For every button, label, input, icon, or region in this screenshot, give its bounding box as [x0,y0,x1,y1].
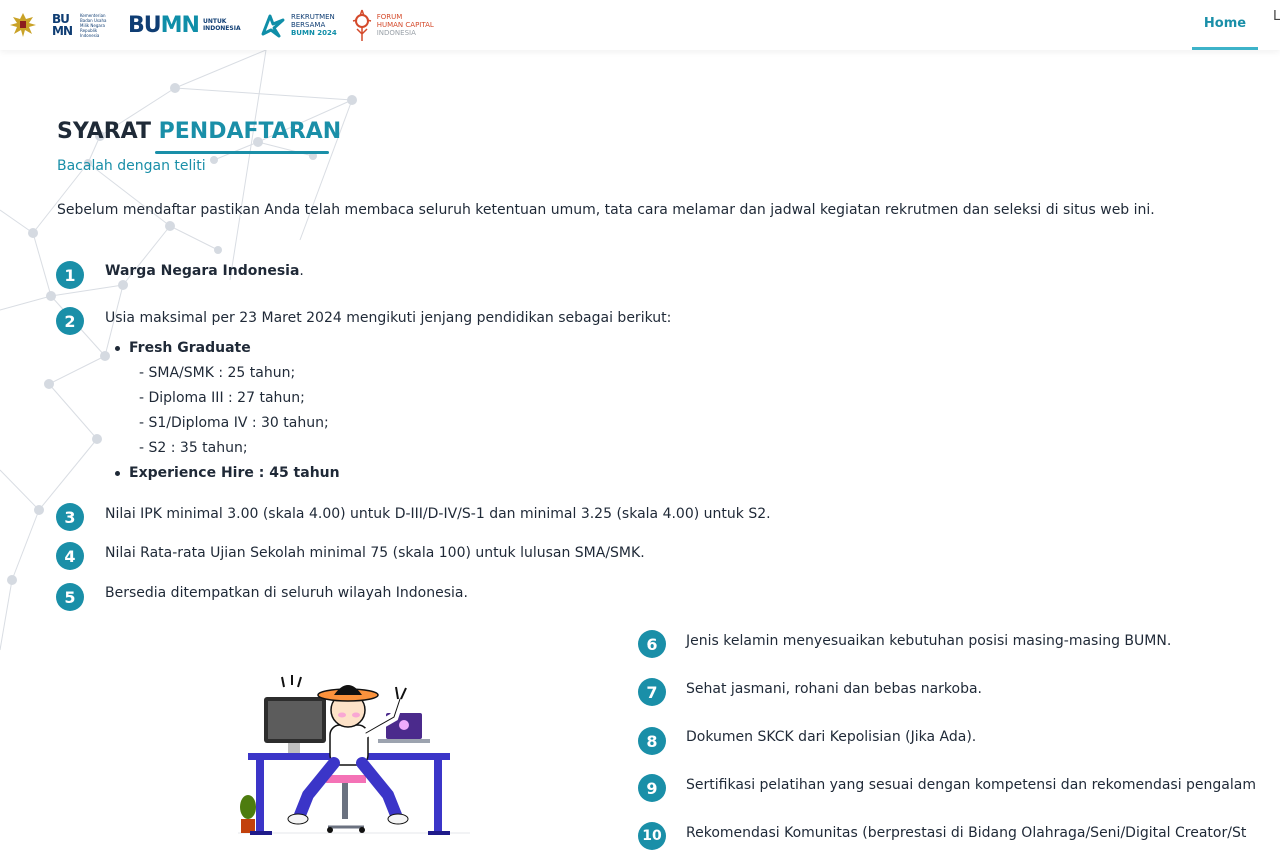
bumn-untuk-indonesia-logo [128,13,243,38]
fhci-text: FORUM HUMAN CAPITAL INDONESIA [376,13,434,37]
bumn-logo [52,13,114,38]
requirement-number-5: 5 [56,583,84,611]
star-swoosh-icon [257,10,287,40]
requirement-9: Sertifikasi pelatihan yang sesuai dengan kompetensi dan rekomendasi pengalam [686,777,1256,793]
bullet-dot [115,346,120,351]
requirement-number-4: 4 [56,542,84,570]
requirement-number-7: 7 [638,678,666,706]
requirement-5: Bersedia ditempatkan di seluruh wilayah Indonesia. [105,585,468,601]
requirement-6: Jenis kelamin menyesuaikan kebutuhan posisi masing-masing BUMN. [686,633,1172,649]
requirement-number-3: 3 [56,503,84,531]
nav-home-link[interactable]: Home [1192,0,1258,50]
requirement-number-6: 6 [638,630,666,658]
bumn-wordmark: BUMN [128,12,199,38]
requirement-3: Nilai IPK minimal 3.00 (skala 4.00) untuk D-III/D-IV/S-1 dan minimal 3.25 (skala 4.00) untuk S2. [105,506,771,522]
bullet-dot [115,471,120,476]
age-limit-s1: - S1/Diploma IV : 30 tahun; [139,415,329,431]
bumn-mark: BUMN [52,12,72,38]
intro-paragraph: Sebelum mendaftar pastikan Anda telah membaca seluruh ketentuan umum, tata cara melamar dan jadwal kegiatan rekrutmen dan seleksi di situs web ini. [57,202,1155,218]
rekrutmen-bersama-text: REKRUTMEN BERSAMA BUMN 2024 [290,13,337,37]
requirement-1: Warga Negara Indonesia. [105,263,304,279]
title-underline [155,151,329,154]
age-limit-s2: - S2 : 35 tahun; [139,440,248,456]
page-subtitle: Bacalah dengan teliti [57,158,206,174]
person-at-desk-illustration [238,655,478,835]
fhci-flower-icon [351,8,373,42]
top-navbar [0,0,1280,50]
fhci-logo [351,8,434,42]
partner-logos [8,0,434,50]
garuda-logo [8,10,38,40]
fresh-graduate-label: Fresh Graduate [129,340,251,356]
untuk-indonesia-text: UNTUK INDONESIA [202,18,241,32]
requirement-8: Dokumen SKCK dari Kepolisian (Jika Ada). [686,729,977,745]
requirement-number-2: 2 [56,307,84,335]
requirement-7: Sehat jasmani, rohani dan bebas narkoba. [686,681,983,697]
page-title: SYARAT PENDAFTARAN [57,119,342,144]
age-limit-sma: - SMA/SMK : 25 tahun; [139,365,296,381]
requirement-number-8: 8 [638,727,666,755]
requirement-2: Usia maksimal per 23 Maret 2024 mengikuti jenjang pendidikan sebagai berikut: [105,310,672,326]
requirement-4: Nilai Rata-rata Ujian Sekolah minimal 75 (skala 100) untuk lulusan SMA/SMK. [105,545,645,561]
requirement-number-9: 9 [638,774,666,802]
requirement-10: Rekomendasi Komunitas (berprestasi di Bidang Olahraga/Seni/Digital Creator/St [686,825,1247,841]
nav-next-link[interactable]: L [1273,9,1280,24]
age-limit-d3: - Diploma III : 27 tahun; [139,390,305,406]
requirement-number-10: 10 [638,822,666,850]
requirement-number-1: 1 [56,261,84,289]
requirements-section [0,50,1280,853]
bumn-tagline: Kementerian Badan Usaha Milik Negara Republik Indonesia [80,12,107,38]
experience-hire-label: Experience Hire : 45 tahun [129,465,340,481]
garuda-emblem-icon [8,10,38,40]
rekrutmen-bersama-logo [257,10,337,40]
